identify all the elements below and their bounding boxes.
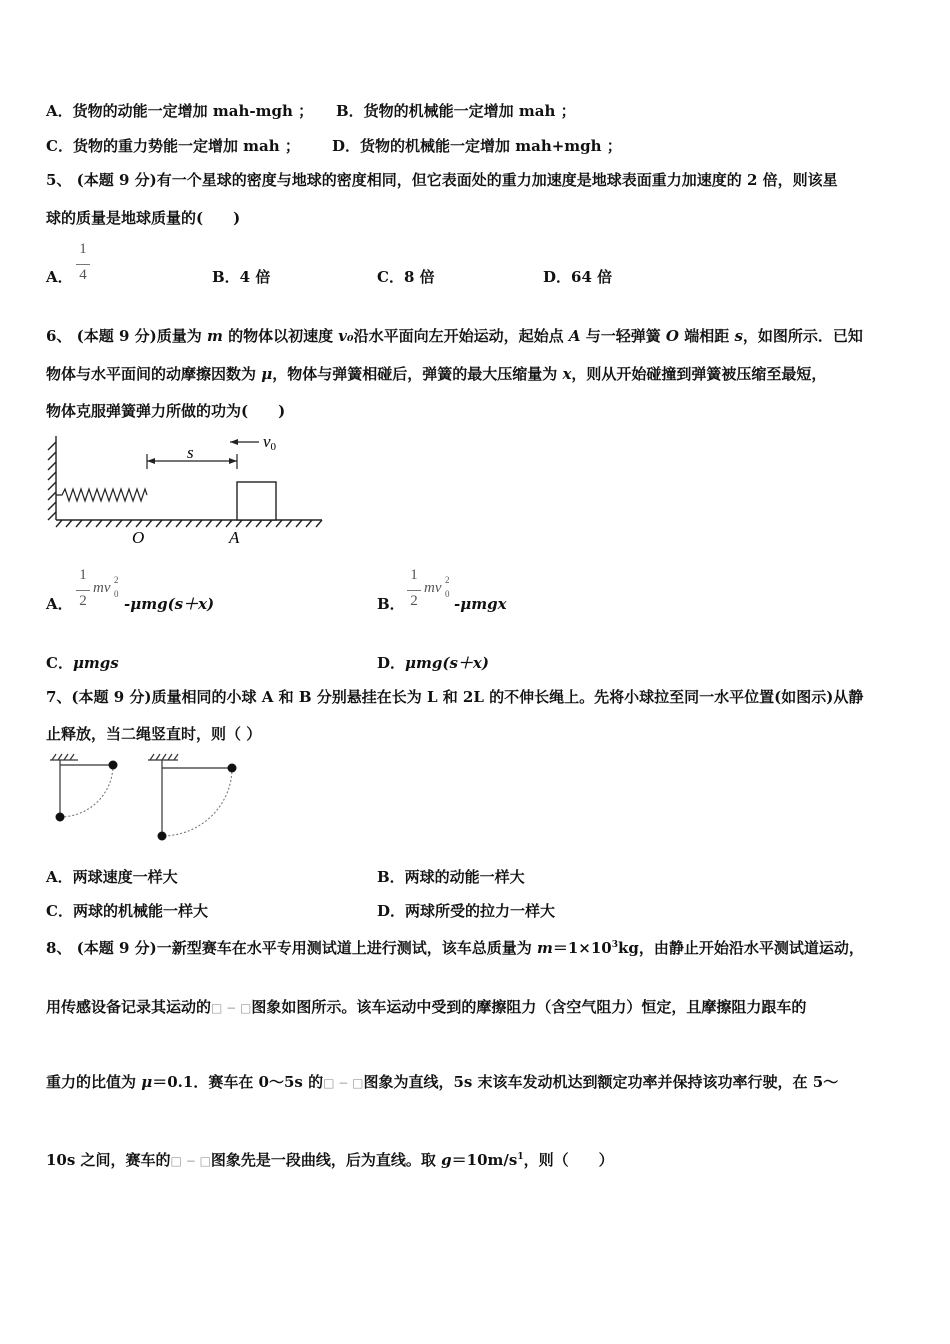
missing-glyph: □ − □ bbox=[170, 1154, 211, 1168]
label-O: O bbox=[132, 528, 145, 547]
mv-superscript: 2 bbox=[114, 575, 119, 585]
q5-option-a-label: A． bbox=[46, 268, 73, 286]
q6-option-b-tail: -μmgx bbox=[454, 595, 507, 613]
fraction-denominator: 4 bbox=[79, 267, 87, 283]
label-s: s bbox=[187, 443, 194, 462]
swing-path-a bbox=[60, 765, 113, 817]
velocity-arrowhead bbox=[230, 439, 238, 445]
q5-stem-line1: 5、 (本题 9 分)有一个星球的密度与地球的密度相同，但它表面处的重力加速度是地球表面重力加速度的 2 倍，则该星 bbox=[46, 171, 838, 189]
ceiling-support-right bbox=[148, 754, 178, 760]
q6-option-a-label: A． bbox=[46, 595, 73, 613]
mv-superscript: 2 bbox=[445, 575, 450, 585]
spring-block-figure bbox=[44, 432, 328, 550]
label-v0: v0 bbox=[263, 432, 277, 453]
q8-stem-line4: 10s 之间，赛车的□ − □图象先是一段曲线，后为直线。取 $g=10m/s^1$，则（ ） bbox=[46, 1151, 614, 1169]
q4-option-a: A．货物的动能一定增加 mah-mgh ； bbox=[46, 102, 314, 120]
pendulum-figure bbox=[44, 752, 244, 847]
q5-option-d: D．64 倍 bbox=[543, 268, 613, 286]
q6-stem-line2: 物体与水平面间的动摩擦因数为 μ，物体与弹簧相碰后，弹簧的最大压缩量为 x，则从开始碰撞到弹簧被压缩至最短， bbox=[46, 365, 827, 383]
ball-b-bottom bbox=[158, 832, 167, 841]
q8-stem-line1: 8、 (本题 9 分)一新型赛车在水平专用测试道上进行测试，该车总质量为 $m=1\times 10^3kg$，由静止开始沿水平测试道运动， bbox=[46, 939, 864, 957]
q4-option-c: C．货物的重力势能一定增加 mah ； bbox=[46, 137, 300, 155]
mv-subscript: 0 bbox=[114, 589, 119, 599]
q8-stem-line3: 重力的比值为 μ＝0.1．赛车在 0～5s 的□ − □图象为直线，5s 末该车发动机达到额定功率并保持该功率行驶，在 5～ bbox=[46, 1073, 839, 1091]
fraction-numerator: 1 bbox=[79, 567, 87, 583]
ground bbox=[56, 520, 322, 527]
q7-option-d: D．两球所受的拉力一样大 bbox=[377, 902, 556, 920]
q8-stem-line2: 用传感设备记录其运动的□ − □图象如图所示。该车运动中受到的摩擦阻力（含空气阻力）恒定，且摩擦阻力跟车的 bbox=[46, 998, 807, 1016]
spring bbox=[56, 489, 147, 501]
fraction-denominator: 2 bbox=[79, 593, 87, 609]
fraction-bar bbox=[76, 264, 90, 265]
fraction-bar bbox=[76, 590, 90, 591]
ball-a-bottom bbox=[56, 813, 65, 822]
q4-option-b: B．货物的机械能一定增加 mah ； bbox=[336, 102, 576, 120]
missing-glyph: □ − □ bbox=[323, 1076, 364, 1090]
mv-term: mv bbox=[424, 580, 442, 596]
block bbox=[237, 482, 276, 520]
q7-stem-line1: 7、(本题 9 分)质量相同的小球 A 和 B 分别悬挂在长为 L 和 2L 的不伸长绳上。先将小球拉至同一水平位置(如图示)从静 bbox=[46, 688, 864, 706]
q6-option-a-tail: -μmg(s＋x) bbox=[124, 595, 215, 613]
mv-subscript: 0 bbox=[445, 589, 450, 599]
q7-stem-line2: 止释放，当二绳竖直时，则（ ） bbox=[46, 725, 262, 743]
arrowhead bbox=[229, 458, 237, 464]
mv-term: mv bbox=[93, 580, 111, 596]
ball-b-start bbox=[228, 764, 237, 773]
q6-option-d: D．μmg(s＋x) bbox=[377, 654, 489, 672]
fraction-denominator: 2 bbox=[410, 593, 418, 609]
q7-option-a: A．两球速度一样大 bbox=[46, 868, 178, 886]
q6-option-b-label: B． bbox=[377, 595, 405, 613]
q4-option-d: D．货物的机械能一定增加 mah+mgh ； bbox=[332, 137, 622, 155]
q6-stem-line1: 6、 (本题 9 分)质量为 m 的物体以初速度 v₀沿水平面向左开始运动，起始点 A 与一轻弹簧 O 端相距 s，如图所示．已知 bbox=[46, 327, 863, 345]
swing-path-b bbox=[162, 768, 232, 836]
ceiling-support-left bbox=[50, 754, 78, 760]
fraction-bar bbox=[407, 590, 421, 591]
q6-stem-line3: 物体克服弹簧弹力所做的功为( ) bbox=[46, 402, 286, 420]
ball-a-start bbox=[109, 761, 118, 770]
q5-stem-line2: 球的质量是地球质量的( ) bbox=[46, 209, 241, 227]
q5-option-b: B．4 倍 bbox=[212, 268, 271, 286]
label-A: A bbox=[229, 528, 240, 547]
wall bbox=[48, 436, 56, 520]
q6-option-c: C．μmgs bbox=[46, 654, 119, 672]
q7-option-c: C．两球的机械能一样大 bbox=[46, 902, 208, 920]
q7-option-b: B．两球的动能一样大 bbox=[377, 868, 525, 886]
fraction-numerator: 1 bbox=[79, 241, 87, 257]
missing-glyph: □ − □ bbox=[211, 1001, 252, 1015]
q5-option-c: C．8 倍 bbox=[377, 268, 435, 286]
arrowhead bbox=[147, 458, 155, 464]
fraction-numerator: 1 bbox=[410, 567, 418, 583]
